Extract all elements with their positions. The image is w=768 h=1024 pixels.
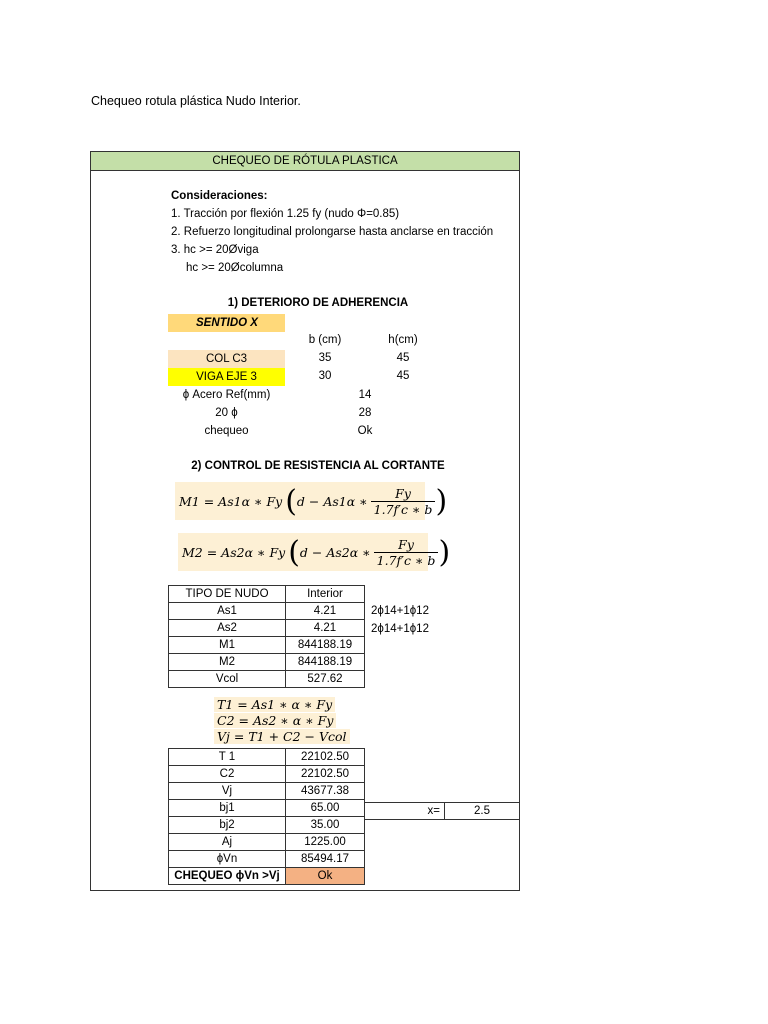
table-value: 844188.19 — [286, 637, 365, 654]
formula-m2-den: 1.7f′c ∗ b — [376, 552, 436, 568]
x-label: x= — [365, 803, 445, 820]
frame-header: CHEQUEO DE RÓTULA PLASTICA — [91, 152, 519, 171]
table-label: bj1 — [169, 800, 286, 817]
x-value: 2.5 — [445, 803, 520, 820]
results-table — [168, 748, 365, 885]
table-value: 844188.19 — [286, 654, 365, 671]
final-check-value: Ok — [286, 868, 365, 885]
table-value: 35.00 — [286, 817, 365, 834]
table-label: M2 — [169, 654, 286, 671]
viga-b-value: 30 — [318, 370, 332, 382]
final-check-label: CHEQUEO ϕVn >Vj — [169, 868, 286, 885]
table-value: 43677.38 — [286, 783, 365, 800]
table-value: 4.21 — [286, 620, 365, 637]
section2-title: 2) CONTROL DE RESISTENCIA AL CORTANTE — [191, 460, 445, 472]
table-value: 65.00 — [286, 800, 365, 817]
formula-m1-num: Fy — [371, 486, 436, 502]
b-header: b (cm) — [308, 334, 342, 346]
chequeo-value: Ok — [357, 425, 373, 437]
formula-vj: Vj = T1 + C2 − Vcol — [214, 729, 350, 744]
table-value: 527.62 — [286, 671, 365, 688]
formula-m2-lhs: M2 = As2α ∗ Fy — [182, 544, 286, 560]
table-value: 22102.50 — [286, 766, 365, 783]
formula-m2-inner: d − As2α ∗ — [299, 544, 371, 560]
table-label: T 1 — [169, 749, 286, 766]
formula-t1: T1 = As1 ∗ α ∗ Fy — [214, 697, 335, 712]
table-label: Aj — [169, 834, 286, 851]
table-header: TIPO DE NUDO — [169, 586, 286, 603]
col-b-value: 35 — [318, 352, 332, 364]
considerations-title: Consideraciones: — [171, 190, 268, 202]
twenty-phi-value: 28 — [358, 407, 372, 419]
formula-m1: M1 = As1α ∗ Fy ( d − As1α ∗ $\frac{Fy}{1.7f'c ∗ b}$ ) — [175, 482, 425, 520]
table-value: 1225.00 — [286, 834, 365, 851]
table-label: ϕVn — [169, 851, 286, 868]
x-factor-row — [364, 802, 520, 820]
table-label: Vj — [169, 783, 286, 800]
consideration-item: 2. Refuerzo longitudinal prolongarse hasta anclarse en tracción — [171, 226, 494, 238]
formula-m2-num: Fy — [374, 537, 439, 553]
consideration-item: hc >= 20Øcolumna — [186, 262, 284, 274]
col-label: COL C3 — [168, 350, 285, 368]
table-value: 4.21 — [286, 603, 365, 620]
twenty-phi-label: 20 ϕ — [215, 407, 238, 419]
col-h-value: 45 — [396, 352, 410, 364]
sentido-label: SENTIDO X — [168, 314, 285, 332]
formula-m1-inner: d − As1α ∗ — [296, 493, 368, 509]
viga-h-value: 45 — [396, 370, 410, 382]
table-value: 85494.17 — [286, 851, 365, 868]
formula-m1-den: 1.7f′c ∗ b — [373, 501, 433, 517]
acero-ref-label: ϕ Acero Ref(mm) — [182, 389, 271, 401]
table-value: 22102.50 — [286, 749, 365, 766]
table-label: M1 — [169, 637, 286, 654]
table-label: As1 — [169, 603, 286, 620]
table-header: Interior — [286, 586, 365, 603]
table-label: bj2 — [169, 817, 286, 834]
chequeo-label: chequeo — [204, 425, 249, 437]
rebar-note: 2ϕ14+1ϕ12 — [371, 623, 429, 635]
table-label: Vcol — [169, 671, 286, 688]
table-label: As2 — [169, 620, 286, 637]
table-label: C2 — [169, 766, 286, 783]
section1-title: 1) DETERIORO DE ADHERENCIA — [227, 297, 409, 309]
formula-m2: M2 = As2α ∗ Fy ( d − As2α ∗ $\frac{Fy}{1.7f'c ∗ b}$ ) — [178, 533, 428, 571]
nudo-table — [168, 585, 365, 688]
consideration-item: 3. hc >= 20Øviga — [171, 244, 259, 256]
rebar-note: 2ϕ14+1ϕ12 — [371, 605, 429, 617]
formula-m1-lhs: M1 = As1α ∗ Fy — [179, 493, 283, 509]
formula-c2: C2 = As2 ∗ α ∗ Fy — [214, 713, 336, 728]
document-title: Chequeo rotula plástica Nudo Interior. — [91, 94, 301, 108]
consideration-item: 1. Tracción por flexión 1.25 fy (nudo Φ=0.85) — [171, 208, 400, 220]
h-header: h(cm) — [388, 334, 418, 346]
viga-label: VIGA EJE 3 — [168, 368, 285, 386]
acero-ref-value: 14 — [358, 389, 372, 401]
